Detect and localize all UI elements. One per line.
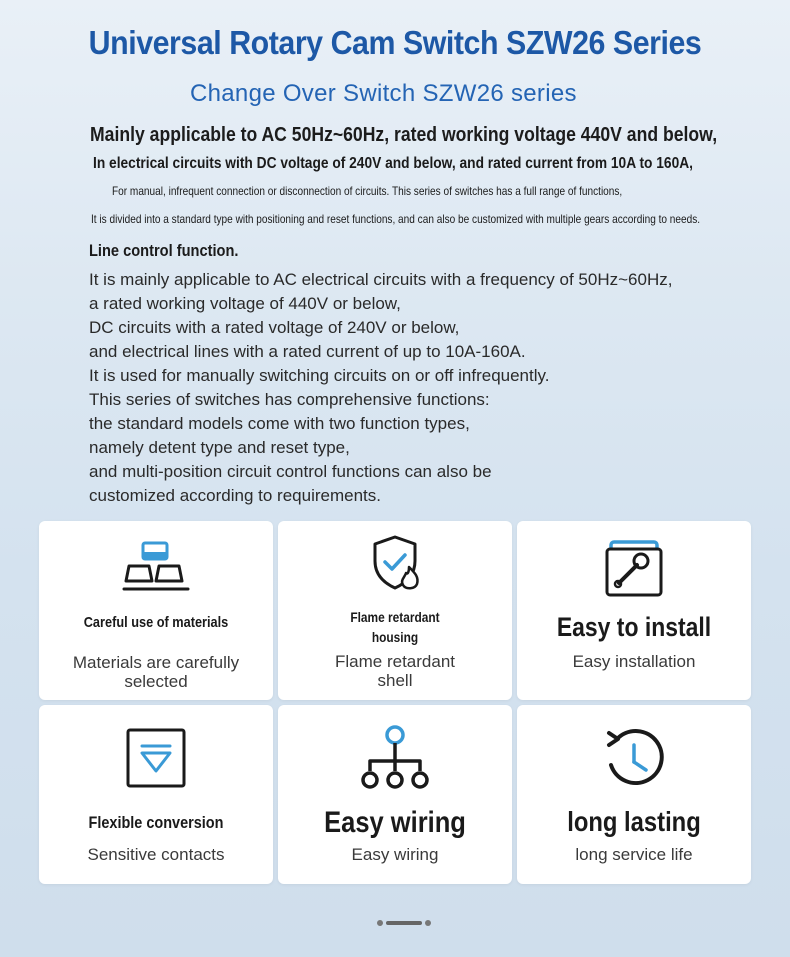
- body-line: namely detent type and reset type,: [89, 438, 350, 457]
- layers-icon: [121, 539, 191, 595]
- feature-desc: long service life: [575, 845, 693, 864]
- wrench-icon: [603, 539, 665, 599]
- feature-card-flame: [278, 521, 512, 700]
- feature-desc: Easy wiring: [351, 845, 439, 864]
- feature-title: Easy to install: [556, 612, 712, 642]
- body-line: a rated working voltage of 440V or below,: [89, 294, 401, 313]
- body-line: and electrical lines with a rated current of up to 10A-160A.: [89, 342, 526, 361]
- feature-desc: Flame retardant shell: [335, 652, 455, 690]
- feature-card-install: [517, 521, 751, 700]
- body-line: This series of switches has comprehensive functions:: [89, 390, 490, 409]
- feature-card-conversion: [39, 705, 273, 884]
- intro-line-3: For manual, infrequent connection or disconnection of circuits. This series of switches has a full range of functions,: [112, 184, 623, 198]
- feature-desc: Sensitive contacts: [87, 845, 225, 864]
- page-subtitle: Change Over Switch SZW26 series: [190, 80, 577, 107]
- intro-line-1: Mainly applicable to AC 50Hz~60Hz, rated working voltage 440V and below,: [90, 124, 718, 146]
- body-line: It is used for manually switching circuits on or off infrequently.: [89, 366, 550, 385]
- switch-triangle-icon: [125, 727, 187, 789]
- feature-title: Careful use of materials: [83, 614, 229, 631]
- body-line: the standard models come with two function types,: [89, 414, 470, 433]
- feature-card-lasting: [517, 705, 751, 884]
- feature-desc: Easy installation: [572, 652, 696, 671]
- body-line: It is mainly applicable to AC electrical circuits with a frequency of 50Hz~60Hz,: [89, 270, 673, 289]
- page-title: Universal Rotary Cam Switch SZW26 Series: [88, 24, 702, 61]
- body-line: DC circuits with a rated voltage of 240V or below,: [89, 318, 460, 337]
- wiring-tree-icon: [355, 723, 435, 793]
- pagination-indicator: [376, 918, 432, 928]
- body-line: and multi-position circuit control functions can also be: [89, 462, 492, 481]
- feature-title: long lasting: [567, 806, 701, 837]
- feature-card-materials: [39, 521, 273, 700]
- section-heading: Line control function.: [89, 241, 239, 260]
- shield-check-icon: [365, 533, 425, 593]
- feature-title: Easy wiring: [324, 806, 466, 839]
- body-line: customized according to requirements.: [89, 486, 381, 505]
- feature-title: Flexible conversion: [88, 813, 224, 832]
- feature-desc: Materials are carefully selected: [72, 653, 240, 691]
- intro-line-2: In electrical circuits with DC voltage of 240V and below, and rated current from 10A to 160A,: [93, 155, 693, 172]
- section-body: [89, 268, 749, 508]
- feature-card-wiring: [278, 705, 512, 884]
- intro-line-4: It is divided into a standard type with positioning and reset functions, and can also be customized with multiple gears according to needs.: [91, 212, 701, 226]
- clock-icon: [601, 725, 667, 791]
- feature-title: Flame retardant housing: [350, 609, 440, 645]
